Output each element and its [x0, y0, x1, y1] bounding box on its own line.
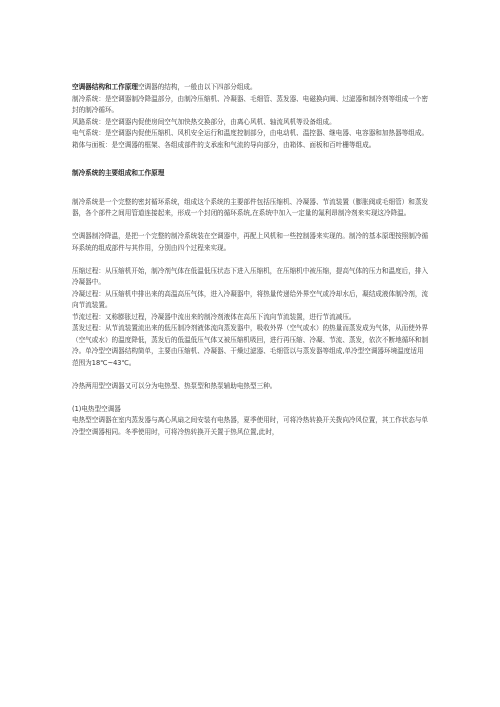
process-compression: 压缩过程：从压缩机开始，制冷剂气体在低温低压状态下进入压缩机，在压缩机中被压缩，提高气体的压力和温度后，排入冷凝器中。 [72, 266, 429, 286]
document-body [72, 82, 430, 438]
process-evaporation: 蒸发过程：从节流装置流出来的低压制冷剂液体流向蒸发器中，吸收外界（空气或水）的热量而蒸发成为气体，从而使外界（空气或水）的温度降低，蒸发后的低温低压气体又被压缩机吸回，进行再压缩、冷凝、节流、蒸发，依次不断地循环和制冷。单冷型空调器结构简单，主要由压缩机、冷凝器、干燥过滤器、毛细管以与蒸发器等组成,单冷型空调器环境温度适用范围为18℃~43℃。 [72, 324, 429, 367]
part-refrigeration: 制冷系统：是空调器制冷降温部分，由制冷压缩机、冷凝器、毛细管、蒸发器、电磁换向阀、过滤器和制冷剂等组成一个密封的制冷循环。 [72, 94, 429, 114]
section-title: 制冷系统的主要组成和工作原理 [72, 169, 165, 177]
paragraph-principle: 空调器制冷降温，是把一个完整的制冷系统装在空调器中，再配上风机和一些控制器来实现的。制冷的基本原理按照制冷循环系统的组成部件与其作用，分别由四个过程来实现。 [72, 232, 429, 252]
process-throttling: 节流过程：又称膨胀过程，冷凝器中流出来的制冷剂液体在高压下流向节流装置，进行节流减压。 [72, 312, 356, 321]
paragraph-types: 冷热两用型空调器又可以分为电热型、热泵型和热泵辅助电热型三种。 [72, 381, 277, 390]
paragraph-electric-heating: 电热型空调器在室内蒸发器与离心风扇之间安装有电热器，夏季使用时，可将冷热转换开关拨向冷风位置，其工作状态与单冷型空调器相同。冬季使用时，可将冷热转换开关置于热风位置,此时， [72, 416, 429, 436]
intro-title: 空调器结构和工作原理 [72, 83, 138, 91]
part-air-path: 风路系统：是空调器内促使房间空气加快热交换部分，由离心风机、轴流风机等设备组成。 [72, 117, 336, 126]
paragraph-system: 制冷系统是一个完整的密封循环系统，组成这个系统的主要部件包括压缩机、冷凝器、节流装置（膨胀阀或毛细管）和蒸发器，各个部件之间用管道连接起来，形成一个封闭的循环系统,在系统中加入一定量的氟利昂制冷剂来实现这冷降温。 [72, 197, 429, 217]
intro-text: 空调器的结构，一般由以下四部分组成。 [137, 83, 257, 91]
subsection-title: (1)电热型空调器 [72, 404, 121, 413]
intro-paragraph [72, 82, 430, 94]
part-cabinet: 箱体与面板：是空调器的框架、各组成部件的支承座和气流的导向部分，由箱体、面板和百叶栅等组成。 [72, 140, 376, 149]
part-electrical: 电气系统：是空调器内促使压缩机、风机安全运行和温度控制部分，由电动机、温控器、继电器、电容器和加热器等组成。 [72, 129, 429, 137]
process-condensation: 冷凝过程：从压缩机中排出来的高温高压气体，进入冷凝器中，将热量传递给外界空气或冷却水后，凝结成液体制冷剂，流向节流装置。 [72, 289, 429, 309]
